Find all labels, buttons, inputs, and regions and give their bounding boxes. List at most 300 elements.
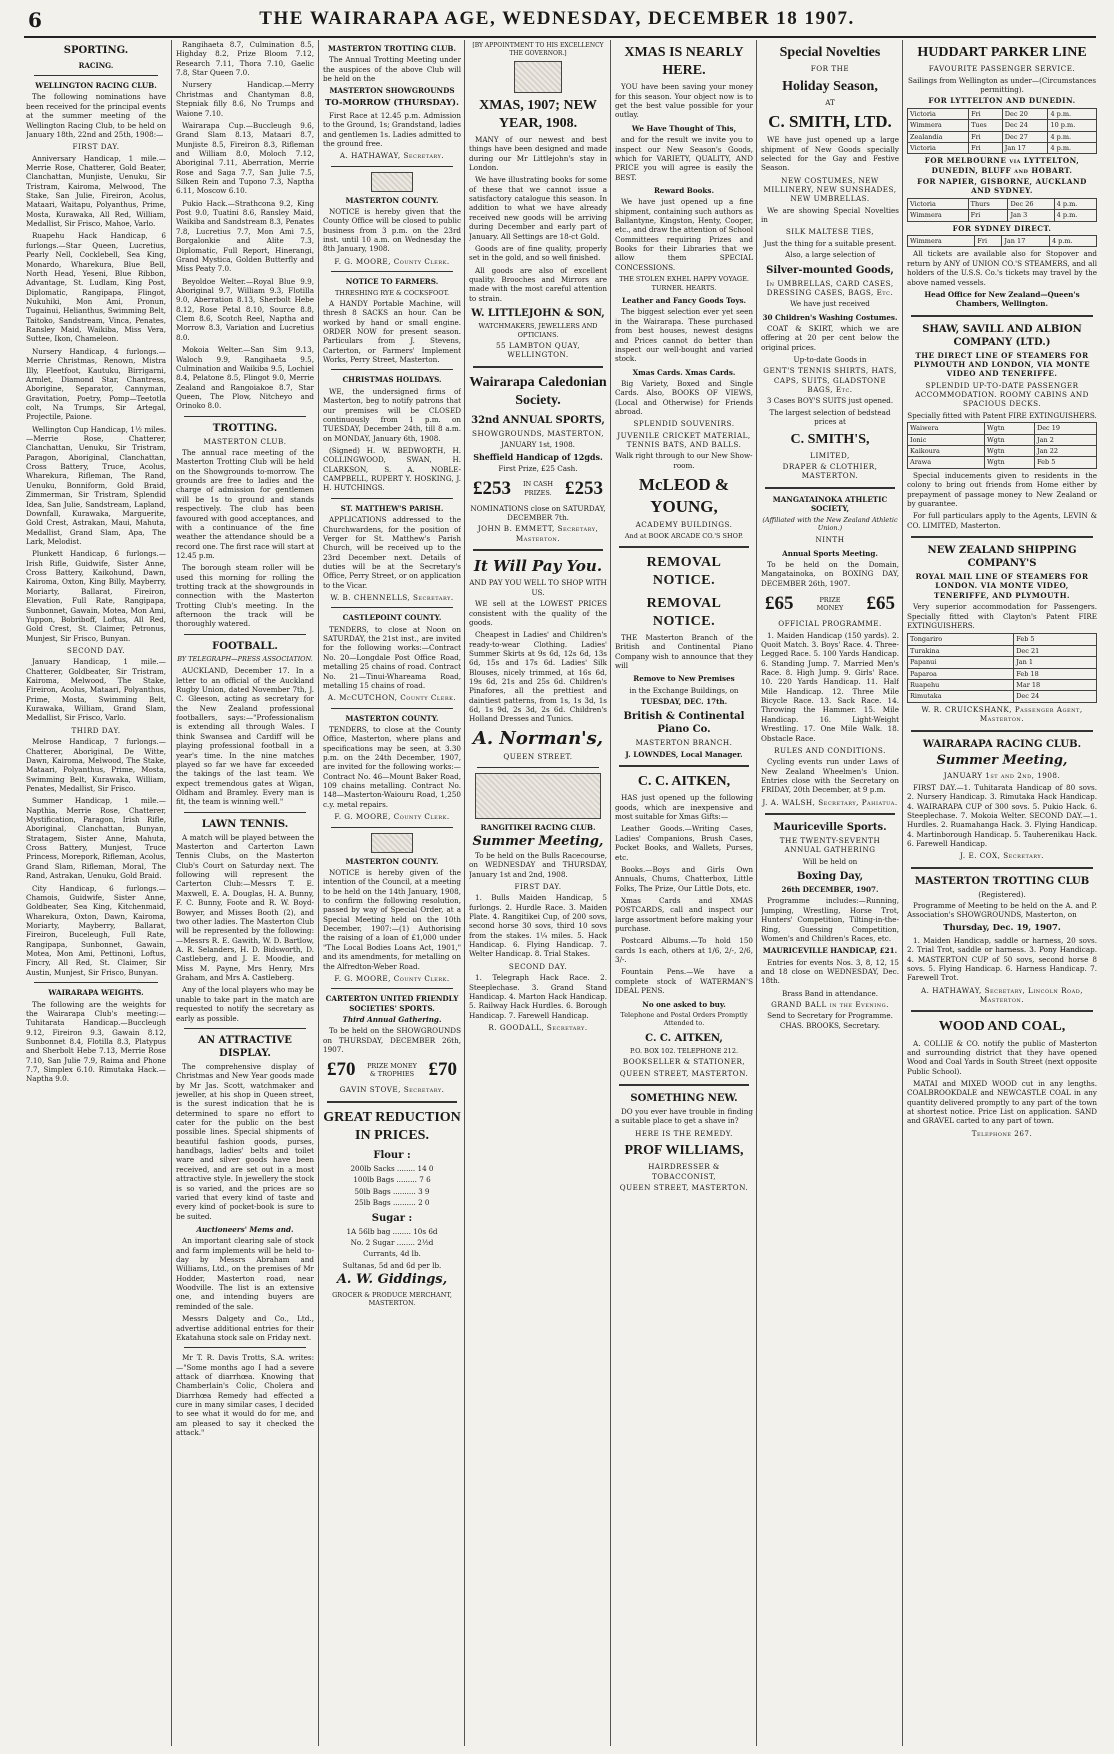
ad-text: To be held on the Bulls Racecourse, on WEDNESDAY and THURSDAY, January 1st and 2nd, 1908. bbox=[469, 850, 607, 879]
price-item: 200lb Sacks ........ 14 0 bbox=[350, 1164, 434, 1174]
ad-text: For full particulars apply to the Agents, LEVIN & CO. LIMITED, Masterton. bbox=[907, 511, 1097, 530]
table-row bbox=[908, 446, 1097, 457]
ad-subheading: 30 Children's Washing Costumes. bbox=[762, 312, 898, 322]
divider bbox=[331, 827, 453, 828]
ad-heading: MASTERTON COUNTY. bbox=[345, 195, 439, 205]
coat-of-arms-image bbox=[371, 172, 413, 192]
race-nominations: Ruapehu Hack Handicap, 6 furlongs.—Star Queen, Lucretius, Pearly Nell, Cocklebell, Sea King, Monardo, Wharekura, Blue Bell, North Head, Yeseni, Blue Ribbon, Advantage, St. Ludlam, King Post, Diplomatic, Rangipapa, Flingot, Nukuhiki, Mon Ami, Pronun, Tugainui, Helianthus, Swimming Belt, Taitoko, Sandstream, Vinca, Penates, Ransley Maid, Waikiba, Miss Vera, Suttee, Ikon, Chameleon. bbox=[26, 231, 166, 344]
ad-signature: (Signed) H. W. BEDWORTH, H. COLLINGWOOD, SWAN, H. CLARKSON, S. A. NOBLE-CAMPBELL, RUPERT Y. HOSKING, J. H. HUTCHINGS. bbox=[323, 445, 461, 493]
ad-text: All goods are also of excellent quality. Brooches and Mirrors are made with the most careful attention to strain. bbox=[469, 265, 607, 303]
divider bbox=[184, 416, 306, 417]
article-text: Nursery Handicap.—Merry Christmas and Chantyman 8.8, Stepniak filly 8.6, No Trumps and Waione 7.10. bbox=[176, 80, 314, 118]
time: 4 p.m. bbox=[1048, 108, 1097, 119]
ad-text: Very superior accommodation for Passengers. Specially fitted with Clayton's Patent FIRE EXTINGUISHERS. bbox=[907, 602, 1097, 630]
ad-text: GENT'S TENNIS SHIRTS, HATS, CAPS, SUITS, GLADSTONE BAGS, Etc. bbox=[763, 366, 897, 395]
ad-text: Sailings from Wellington as under—(Circumstances permitting). bbox=[907, 75, 1097, 94]
divider bbox=[911, 867, 1093, 869]
advertiser-contact: P.O. BOX 102. TELEPHONE 212. bbox=[629, 1046, 739, 1055]
prize-banner bbox=[323, 1057, 461, 1083]
advertiser-address: GROCER & PRODUCE MERCHANT, MASTERTON. bbox=[332, 1290, 452, 1308]
advertiser-address: 55 LAMBTON QUAY, WELLINGTON. bbox=[495, 340, 581, 360]
article-text: The following nominations have been received for the principal events at the summer meeting of the Wellington Racing Club, to be held on January 18th, 22nd and 25th, 1908:— bbox=[26, 92, 166, 139]
ad-text: The biggest selection ever yet seen in the Wairarapa. These purchased from best houses, newest designs and Prices cannot do better than inspect our well-bought and varied stock. bbox=[615, 307, 753, 364]
section-subheading: RACING. bbox=[78, 61, 114, 70]
ship-name: Wimmera bbox=[908, 236, 975, 247]
ad-heading: MANGATAINOKA ATHLETIC SOCIETY, bbox=[772, 494, 888, 514]
ship-name: Tongariro bbox=[908, 634, 1014, 645]
advertiser-subtitle: HAIRDRESSER & TOBACCONIST, bbox=[648, 1162, 720, 1181]
ad-text: Brass Band in attendance. bbox=[782, 988, 878, 998]
table-row bbox=[908, 657, 1097, 668]
advertiser-address: ACADEMY BUILDINGS. bbox=[635, 520, 733, 530]
table-row bbox=[908, 679, 1097, 690]
ad-text: Head Office for New Zealand—Queen's Chambers, Wellington. bbox=[924, 289, 1080, 309]
advertiser-name: C. SMITH, LTD. bbox=[768, 112, 892, 132]
route-heading: FOR SYDNEY DIRECT. bbox=[952, 223, 1052, 233]
ship-name: Papanui bbox=[908, 657, 1014, 668]
ad-text: Cheapest in Ladies' and Children's ready-to-wear Clothing. Ladies' Summer Skirts at 9s 6d, 12s 6d, 13s 6d, 15s and 17s 6d. Ladies' Silk Blouses, nicely trimmed, at 16s 6d, 19s 6d, 21s and 25s 6d. Children's Pinafores, all the prettiest and daintiest patterns, from 1s, 1s 3d, 1s 6d, 1s 9d, 2s 3d, 2s 6d. Children's Holland Dresses and Tunics. bbox=[469, 630, 607, 724]
port: Wgtn bbox=[984, 457, 1034, 468]
ad-text: We have illustrating books for some of these that we cannot issue a satisfactory catalogue this season. In addition to what we have already received new goods will be arriving during December and early part of January. All Settings are 18-ct Gold. bbox=[469, 175, 607, 241]
article-text: Beyoldoe Welter.—Royal Blue 9.9, Aboriginal 9.7, William 9.3, Flotilla 9.0, Aberration 8.13, Sherbolt Hebe 8.12, Rose Petal 8.10, Source 8.8, Clem 8.6, Scotch Reel, Naptha and Morrow 8.3, Variation and Lucretius 8.0. bbox=[176, 276, 314, 342]
section-heading: LAWN TENNIS. bbox=[201, 818, 289, 830]
table-row bbox=[908, 691, 1097, 702]
divider bbox=[473, 366, 603, 368]
ad-text: YOU have been saving your money for this season. Your object now is to get the best value possible for your outlay. bbox=[615, 82, 753, 120]
ad-text: 1. Maiden Handicap, saddle or harness, 20 sovs. 2. Trial Trot, saddle or harness. 3. Pony Handicap. 4. MASTERTON CUP of 50 sovs, second horse 8 sovs. 5. Flying Handicap. 6. Harness Handicap. 7. Farewell Trot. bbox=[907, 935, 1097, 983]
divider bbox=[331, 498, 453, 499]
ad-text: NOMINATIONS close on SATURDAY, DECEMBER 7th. bbox=[470, 503, 606, 522]
ad-heading: Holiday Season, bbox=[782, 78, 878, 94]
advertiser-address: QUEEN STREET, MASTERTON. bbox=[619, 1182, 749, 1192]
ad-signature: R. GOODALL, Secretary. bbox=[488, 1022, 588, 1032]
advertiser-name: A. W. Giddings, bbox=[336, 1272, 448, 1287]
ad-signature: W. B. CHENNELLS, Secretary. bbox=[330, 593, 454, 603]
ship-name: Wimmera bbox=[908, 210, 969, 221]
section-heading: Auctioneers' Mems and. bbox=[196, 1224, 294, 1234]
ad-text: APPLICATIONS addressed to the Churchwardens, for the position of Verger for St. Matthew's Parish Church, will be received up to the 23rd December next. Details of duties will be at the Secretary's Office, Perry Street, or on application to the Vicar. bbox=[323, 515, 461, 590]
time: 4 p.m. bbox=[1054, 210, 1096, 221]
article-text: Rangihaeta 8.7, Culmination 8.5, Highday 8.2, Prize Bloom 7.12, Research 7.11, Thora 7.10, Gaelic 7.8, Star Queen 7.0. bbox=[176, 40, 314, 78]
divider bbox=[331, 988, 453, 989]
ad-text: AT bbox=[825, 97, 835, 107]
ad-subheading: RULES AND CONDITIONS. bbox=[774, 745, 886, 755]
day: Fri bbox=[968, 210, 1008, 221]
race-nominations: City Handicap, 6 furlongs.—Chamois, Guidwife, Sister Anne, Goldbeater, Sea King, Kitchenmaid, Wharekura, Oxton, Dawn, Kairoma, Moriarty, Mayberry, Ballarat, Fireiron, Buceleugh, Full Rate, Rangipapa, Sunbonnet, Gawain, Motea, Mon Ami, Pettinoni, Loftus, Fincry, All Red, St. Claimer, Sir Austin, Munjest, Sir Frisco, Bunyan. bbox=[26, 883, 166, 977]
ad-date: JANUARY 1st, 1908. bbox=[501, 440, 575, 450]
date: Jan 22 bbox=[1035, 446, 1097, 457]
price-item: 25lb Bags .......... 2 0 bbox=[354, 1198, 430, 1208]
advertiser-address: QUEEN STREET, MASTERTON. bbox=[619, 1068, 749, 1078]
day: Tues bbox=[969, 120, 1003, 131]
date: Feb 5 bbox=[1014, 634, 1097, 645]
advertiser-address: MASTERTON BRANCH. bbox=[635, 738, 733, 748]
ad-subheading: Reward Books. bbox=[654, 185, 714, 195]
divider bbox=[184, 1347, 306, 1348]
column-rule bbox=[610, 40, 611, 1746]
route-heading: FOR MELBOURNE via LYTTELTON, DUNEDIN, BLUFF and HOBART. bbox=[924, 156, 1080, 175]
divider bbox=[184, 812, 306, 813]
race-nominations: Wellington Cup Handicap, 1½ miles.—Merrie Rose, Chatterer, Clanchattan, Uenuku, Sir Tristram, Paragon, Aboriginal, Clanchattan, Cross Battery, Truce, Acolus, Wharekura, Rifleman, The Rand, Uenuku, Bonniform, Gold Braid, Zimmerman, Sir Tristram, Splendid Idea, San Julie, Sandstream, Lapland, Downfall, Kurawaka, Marguerite, Gold Crest, Astrakan, Maui, Mahuta, Medallist, Grand Slam, Apa, The Lark, Melodist. bbox=[26, 424, 166, 546]
ad-text: First Prize, £25 Cash. bbox=[498, 464, 578, 474]
article-text: A match will be played between the Masterton and Carterton Lawn Tennis Clubs, on the Masterton Club's Court on Saturday next. The following will represent the Carterton Club:—Messrs T. E. Maxwell, E. A. Douglas, H. A. Bunny, F. C. Bunny, Foote and R. W. Boyd-Bowyer, and Misses Booth (2), and two other ladies. The Masterton Club will be represented by the following:—Messrs R. E. Gawith, W. D. Bartlow, A. R. Selanders, H. D. Bidsworth, D. Castleberg, and J. E. Moodie, and Miss M. Payne, Mrs Henry, Mrs Graham, and Mrs A. Castleberg. bbox=[176, 832, 314, 983]
advertiser-name: C. SMITH'S, bbox=[790, 431, 870, 447]
ship-name: Waiwera bbox=[908, 423, 985, 434]
race-nominations: Plunkett Handicap, 6 furlongs.—Irish Rifle, Guidwife, Sister Anne, Cross Battery, Kaikohund, Dawn, Kairoma, Oxton, King Billy, Mayberry, Moriarty, Ballarat, Fireiron, Elevation, Full Rate, Rangipapa, Sunbonnet, Gawain, Motea, Mon Ami, Yuppon, Bobriboff, Loftus, All Red, Gold Crest, St. Claimer, Petronus, Munjest, Sir Frisco, Bunyan. bbox=[26, 549, 166, 643]
ad-text: Telephone and Postal Orders Promptly Attended to. bbox=[620, 1010, 748, 1028]
advertiser-address: QUEEN STREET. bbox=[503, 752, 573, 762]
dateline: BY TELEGRAPH—PRESS ASSOCIATION. bbox=[177, 654, 313, 663]
prize-amount: £65 bbox=[765, 593, 794, 615]
ad-text: Fountain Pens.—We have a complete stock of WATERMAN'S IDEAL PENS. bbox=[615, 967, 753, 996]
ad-text: WE have just opened up a large shipment of New Goods specially selected for the Gay and Festive Season. bbox=[761, 135, 899, 173]
port: Wgtn bbox=[984, 434, 1034, 445]
price-item: Sultanas, 5d and 6d per lb. bbox=[342, 1260, 442, 1270]
sailing-table bbox=[907, 422, 1097, 469]
race-nominations: Summer Handicap, 1 mile.—Napthia, Merrie Rose, Chatterer, Mystification, Paragon, Irish Rifle, Aboriginal, Clanchattan, Bunyan, Stratagem, Sister Anne, Mahuta, Cross Battery, Munjest, Truce Princess, Morepork, Rifleman, Acolus, Grand Slam, Rifleman, Moral, The Rand, Astrakan, Uenuku, Gold Braid. bbox=[26, 796, 166, 881]
date: Dec 20 bbox=[1002, 108, 1048, 119]
horse-racing-illustration bbox=[475, 773, 601, 819]
section-heading: FOOTBALL. bbox=[212, 640, 278, 652]
article-text: AUCKLAND, December 17. In a letter to an official of the Auckland Rugby Union, dated November 7th, J. C. Gleeson, acting as secretary for the New Zealand professional footballers, says:—"Professionalism is extending all through Wales. I think Swansea and Cardiff will be playing professional football in a year's time. In the nine matches played so far we have far exceeded the takings of the last team. We expect tremendous gates at Wigan, Oldham and Bramley. Every man is fit, the team is winning well." bbox=[176, 666, 314, 807]
day: Fri bbox=[969, 108, 1003, 119]
ad-heading: RANGITIKEI RACING CLUB. bbox=[480, 822, 596, 832]
ad-text: TENDERS, to close at the County Office, Masterton, where plans and specifications may be seen, at 3.30 p.m. on the 24th December, 1907, are invited for the following works:—Contract No. 46—Mount Baker Road, 109 chains metalling. Contract No. 148—Masterton-Waiouru Road, 1,250 c.y. metal repairs. bbox=[323, 724, 461, 809]
article-text: Wairarapa Cup.—Buccleugh 9.6, Grand Slam 8.13, Mataari 8.7, Munjiste 8.5, Fireiron 8.3, Rifleman and William 8.0, Moloch 7.12, Aboriginal 7.11, Aberration, Merrie Rose and Saga 7.7, San Julie 7.5, Silken Rein and Tupono 7.3, Naptha 6.11, Moscow 6.10. bbox=[176, 120, 314, 196]
ad-signature: J. LOWNDES, Local Manager. bbox=[625, 749, 743, 759]
ad-text: MANY of our newest and best things have been designed and made during our Mr Littlejohn's stay in London. bbox=[469, 134, 607, 173]
table-row bbox=[908, 434, 1097, 445]
ad-text: Programme of Meeting to be held on the A. and P. Association's SHOWGROUNDS, Masterton, on bbox=[907, 901, 1097, 920]
divider bbox=[327, 1101, 457, 1103]
column-rule bbox=[464, 40, 465, 1746]
ad-heading-repeat: REMOVAL NOTICE. bbox=[646, 595, 722, 629]
advertiser-name: McLEOD & YOUNG, bbox=[638, 475, 730, 517]
table-row bbox=[908, 198, 1097, 209]
date: Dec 24 bbox=[1014, 691, 1097, 702]
divider bbox=[477, 767, 599, 768]
appointment-line: [BY APPOINTMENT TO HIS EXCELLENCY THE GOVERNOR.] bbox=[472, 42, 604, 57]
day: Fri bbox=[969, 142, 1003, 153]
ad-text: HERE IS THE REMEDY. bbox=[635, 1128, 733, 1138]
column-1 bbox=[26, 40, 166, 1746]
ad-venue: SHOWGROUNDS, MASTERTON, bbox=[472, 429, 604, 439]
table-row bbox=[908, 108, 1097, 119]
ad-signature: A. HATHAWAY, Secretary. bbox=[339, 151, 445, 161]
ad-text: Big Variety, Boxed and Single Cards. Also, BOOKS OF VIEWS, (Local and Otherwise) for Friends abroad. bbox=[615, 378, 753, 417]
advertiser-subtitle: LIMITED, bbox=[810, 450, 850, 460]
prize-banner bbox=[761, 591, 899, 617]
divider bbox=[911, 1010, 1093, 1012]
ad-heading: MASTERTON TROTTING CLUB. bbox=[328, 44, 456, 53]
ship-name: Victoria bbox=[908, 108, 969, 119]
ad-text: We have just received bbox=[790, 299, 870, 309]
ad-heading: REMOVAL NOTICE. bbox=[646, 555, 722, 589]
advertiser-name: A. Norman's, bbox=[472, 727, 604, 749]
column-rule bbox=[318, 40, 319, 1746]
ship-name: Victoria bbox=[908, 198, 969, 209]
table-row bbox=[908, 236, 1097, 247]
ad-text: MATAI and MIXED WOOD cut in any lengths. COALBROOKDALE and NEWCASTLE COAL in any quantity delivered promptly to any part of the town at shortest notice. Price List on application. SAND and GRAVEL carted to any part of town. bbox=[907, 1078, 1097, 1126]
ad-event: Sheffield Handicap of 12gds. bbox=[473, 451, 603, 462]
ad-subheading: 32nd ANNUAL SPORTS, bbox=[471, 415, 605, 427]
ad-text: in the Exchange Buildings, on bbox=[629, 685, 739, 695]
divider bbox=[331, 271, 453, 272]
divider bbox=[34, 75, 158, 76]
ship-name: Wimmera bbox=[908, 120, 969, 131]
ad-heading: GREAT REDUCTION IN PRICES. bbox=[323, 1109, 461, 1143]
date: Mar 18 bbox=[1014, 679, 1097, 690]
ad-text: A. COLLIE & CO. notify the public of Masterton and surrounding district that they have opened Wood and Coal Yards in South Street (next opposite Public School). bbox=[907, 1038, 1097, 1076]
ad-text: NINTH bbox=[815, 535, 845, 545]
ad-text: NOTICE is hereby given that the County Office will be closed to public business from 3 p.m. on the 23rd inst. until 10 a.m. on Wednesday the 8th January, 1908. bbox=[323, 207, 461, 254]
date: Jan 1 bbox=[1014, 657, 1097, 668]
ad-text: Books.—Boys and Girls Own Annuals, Chums, Chatterbox, Little Folks, The Prize, Our Little Dots, etc. bbox=[615, 864, 753, 893]
ad-subheading: Summer Meeting, bbox=[936, 752, 1068, 768]
ad-heading: CARTERTON UNITED FRIENDLY SOCIETIES' SPORTS. bbox=[325, 994, 459, 1013]
ad-text: FOR THE bbox=[810, 64, 850, 74]
prize-banner bbox=[469, 476, 607, 502]
advertiser-name: C. C. AITKEN, bbox=[637, 774, 731, 790]
article-heading: WAIRARAPA WEIGHTS. bbox=[48, 988, 144, 998]
date: Dec 24 bbox=[1002, 120, 1048, 131]
divider bbox=[184, 1028, 306, 1029]
ad-subheading: ROYAL MAIL LINE OF STEAMERS FOR LONDON. VIA MONTE VIDEO, TENERIFFE, AND PLYMOUTH. bbox=[915, 572, 1089, 600]
day: Fri bbox=[969, 131, 1003, 142]
ad-heading: CASTLEPOINT COUNTY. bbox=[342, 613, 442, 623]
ad-heading: MASTERTON COUNTY. bbox=[345, 856, 439, 866]
ad-text: Will be held on bbox=[802, 856, 858, 866]
ad-heading: MASTERTON COUNTY. bbox=[345, 713, 439, 723]
price-item: No. 2 Sugar ........ 2½d bbox=[350, 1237, 434, 1247]
prize-amount: £70 bbox=[327, 1059, 356, 1081]
ad-text: To be held on the Domain, Mangatainoka, on BOXING DAY, DECEMBER 26th, 1907. bbox=[761, 560, 899, 588]
ad-signature: A. McCUTCHON, County Clerk. bbox=[327, 693, 457, 703]
day: Thurs bbox=[968, 198, 1008, 209]
masthead-rule bbox=[24, 36, 1096, 38]
divider bbox=[619, 546, 749, 548]
ad-text: Xmas Cards and XMAS POSTCARDS, call and inspect our large assortment before making your purchase. bbox=[615, 895, 753, 934]
ship-name: Arawa bbox=[908, 457, 985, 468]
ad-heading: NOTICE TO FARMERS. bbox=[345, 277, 439, 287]
divider bbox=[331, 607, 453, 608]
divider bbox=[619, 765, 749, 767]
ad-text: Telephone 267. bbox=[971, 1128, 1033, 1138]
day-heading: SECOND DAY. bbox=[66, 645, 126, 655]
ad-date: TUESDAY, DEC. 17th. bbox=[640, 697, 728, 707]
table-row bbox=[908, 457, 1097, 468]
ad-text: Walk right through to our New Show-room. bbox=[615, 451, 753, 470]
ad-heading: Special Novelties bbox=[779, 45, 881, 60]
ad-subtitle: (Affiliated with the New Zealand Athletic Union.) bbox=[762, 515, 898, 532]
ship-name: Kaikoura bbox=[908, 446, 985, 457]
date: Dec 27 bbox=[1002, 131, 1048, 142]
article-text: The following are the weights for the Wairarapa Club's meeting:—Tuhitarata Handicap.—Buccleugh 9.12, Fireiron 9.3, Gawain 8.12, Sunbonnet 8.4, Flotilla 8.3, Platypus and Sherbolt Hebe 7.13, Merrie Rose 7.10, San Julie 7.9, Raima and Phone 7.7, Simplex 6.10. Rimutaka Hack.—Naptha 9.0. bbox=[26, 999, 166, 1084]
ad-subheading: Silver-mounted Goods, bbox=[766, 264, 894, 276]
article-text: Mr T. R. Davis Trotts, S.A. writes:—"Some months ago I had a severe attack of diarrhœa. Knowing that Chamberlain's Colic, Cholera and Diarrhœa Remedy had effected a cure in many similar cases, I decided to see what it would do for me, and am pleased to say it checked the attack." bbox=[176, 1353, 314, 1438]
ad-heading: Wairarapa Caledonian Society. bbox=[469, 374, 607, 408]
ad-subheading: THE DIRECT LINE OF STEAMERS FOR PLYMOUTH AND LONDON, VIA MONTE VIDEO AND TENERIFFE. bbox=[913, 350, 1091, 379]
port: Wgtn bbox=[984, 423, 1034, 434]
column-4 bbox=[469, 40, 607, 1746]
ad-heading: MASTERTON TROTTING CLUB bbox=[914, 875, 1090, 887]
advertiser-name: British & Continental Piano Co. bbox=[623, 711, 745, 736]
ship-name: Paparoa bbox=[908, 668, 1014, 679]
time: 4 p.m. bbox=[1049, 236, 1096, 247]
price-item: 100lb Bags ......... 7 6 bbox=[353, 1175, 431, 1185]
article-text: Pukio Hack.—Strathcona 9.2, King Post 9.0, Tuatini 8.6, Ransley Maid, Waikiba and Sandstream 8.3, Penates 7.8, Lucretius 7.7, Mon Ami 7.5, Borgalonkie and Alite 7.3, Diplomatic, Full Report, Hinerangi, Grand Mystica, Golden Butterfly and Miss Peaty 7.0. bbox=[176, 198, 314, 274]
ship-name: Ruapehu bbox=[908, 679, 1014, 690]
ad-date: Boxing Day, bbox=[796, 871, 864, 883]
ad-heading: SHAW, SAVILL AND ALBION COMPANY (LTD.) bbox=[922, 323, 1082, 348]
port: Wgtn bbox=[984, 446, 1034, 457]
advertiser-subtitle: WATCHMAKERS, JEWELLERS AND OPTICIANS. bbox=[478, 322, 598, 339]
ad-signature: F. G. MOORE, County Clerk. bbox=[334, 256, 450, 266]
divider bbox=[765, 487, 895, 489]
divider bbox=[331, 708, 453, 709]
ad-subtitle: (Registered). bbox=[978, 889, 1026, 899]
ad-text: JUVENILE CRICKET MATERIAL, TENNIS BATS, AND BALLS. bbox=[617, 430, 751, 450]
ad-text: THE STOLEN EXHEL HAPPY VOYAGE. TURNER. HEARTS. bbox=[619, 275, 749, 292]
route-heading: FOR NAPIER, GISBORNE, AUCKLAND AND SYDNEY. bbox=[917, 177, 1087, 196]
ad-text: Leather Goods.—Writing Cases, Ladies' Companions, Brush Cases, Pocket Books, and Wallets, Purses, etc. bbox=[615, 824, 753, 862]
masthead-title: THE WAIRARAPA AGE, WEDNESDAY, DECEMBER 18 1907. bbox=[259, 8, 855, 29]
ad-signature: JOHN B. EMMETT, Secretary, Masterton. bbox=[477, 524, 599, 543]
ad-signature: Send to Secretary for Programme. CHAS. BROOKS, Secretary. bbox=[767, 1011, 893, 1030]
sailing-table bbox=[907, 198, 1097, 222]
ad-heading: XMAS IS NEARLY HERE. bbox=[624, 45, 744, 79]
ad-heading: NEW ZEALAND SHIPPING COMPANY'S bbox=[927, 545, 1077, 570]
ad-subheading: We Have Thought of This, bbox=[631, 123, 737, 133]
ad-text: Goods are of fine quality, properly set in the gold, and so well finished. bbox=[469, 243, 607, 263]
ad-subheading: THRESHING RYE & COCKSFOOT. bbox=[334, 288, 450, 297]
article-text: The borough steam roller will be used this morning for rolling the trotting track at the showgrounds in connection with the Masterton Trotting Club's meeting. In the afternoon the track will be thoroughly watered. bbox=[176, 563, 314, 629]
ad-date: JANUARY 1st and 2nd, 1908. bbox=[943, 771, 1061, 781]
ad-subheading: Remove to New Premises bbox=[633, 674, 735, 684]
ad-subheading: FAVOURITE PASSENGER SERVICE. bbox=[928, 64, 1076, 74]
advertiser-name: W. LITTLEJOHN & SON, bbox=[471, 308, 605, 320]
ad-text: 1. Maiden Handicap (150 yards). 2. Quoit Match. 3. Boys' Race. 4. Three-Legged Race. 5. 100 Yards Handicap. 6. Standing Jump. 7. Married Men's Race. 8. High Jump. 9. Girls' Race. 10. 220 Yards Handicap. 11. Half Mile Handicap. 12. Three Mile Bicycle Race. 13. Sack Race. 14. Throwing the Hammer. 15. Mile Handicap. 16. Light-Weight Wrestling. 17. One Mile Walk. 18. Obstacle Race. bbox=[761, 630, 899, 743]
day-heading: FIRST DAY. bbox=[72, 142, 120, 152]
ad-subheading: No one asked to buy. bbox=[642, 999, 726, 1009]
table-row bbox=[908, 142, 1097, 153]
ad-text: We are showing Special Novelties in bbox=[761, 205, 899, 225]
price-item: 50lb Bags .......... 3 9 bbox=[354, 1186, 430, 1196]
article-text: Mokoia Welter.—San Sim 9.13, Waloch 9.9, Rangihaeta 9.5, Culmination and Waikiba 9.5, Lochiel 8.4, Pelatone 8.5, Flingot 9.0, Merrie Zealand and Rangoiakoe 8.7, Star Queen, The Plow, Nitcheyo and Orinoko 8.0. bbox=[176, 345, 314, 411]
royal-crest-image bbox=[514, 61, 562, 93]
divider bbox=[911, 536, 1093, 538]
ad-text: SPLENDID UP-TO-DATE PASSENGER ACCOMMODATION. ROOMY CABINS AND SPACIOUS DECKS. bbox=[915, 380, 1089, 409]
ad-subheading: AND PAY YOU WELL TO SHOP WITH US. bbox=[469, 578, 607, 597]
ad-signature: F. G. MOORE, County Clerk. bbox=[334, 812, 450, 822]
ad-signature: J. E. COX, Secretary. bbox=[960, 851, 1044, 861]
prize-label: IN CASH PRIZES. bbox=[522, 480, 554, 497]
divider bbox=[331, 166, 453, 167]
ad-subheading: Sugar : bbox=[371, 1212, 413, 1224]
ad-date: TO-MORROW (THURSDAY). bbox=[324, 97, 459, 108]
ad-text: Entries for events Nos. 3, 8, 12, 15 and 18 close on WEDNESDAY, Dec. 18th. bbox=[761, 957, 899, 986]
article-heading: WELLINGTON RACING CLUB. bbox=[35, 81, 157, 91]
ad-signature: A. HATHAWAY, Secretary, Lincoln Road, Masterton. bbox=[920, 985, 1083, 1004]
ad-subheading: THE TWENTY-SEVENTH ANNUAL GATHERING bbox=[779, 836, 881, 855]
ad-text: NOTICE is hereby given of the intention of the Council, at a meeting to be held on the 14th January, 1908, to confirm the following resolution, passed by way of Special Order, at a Special Meeting held on the 10th December, 1907:—(1) Authorising the raising of a loan of £1,000 under "The Local Bodies Loans Act, 1901," and its amendments, for metalling on the Alfredton-Weber Road. bbox=[323, 867, 461, 971]
ad-heading: WOOD AND COAL, bbox=[938, 1019, 1066, 1035]
ad-text: All tickets are available also for Stopover and return by ANY of UNION CO.'S STEAMERS, and all holders of the U.S.S. Co.'s tickets may travel by the above named vessels. bbox=[907, 249, 1097, 287]
ad-heading: ST. MATTHEW'S PARISH. bbox=[340, 503, 444, 513]
ship-name: Turakina bbox=[908, 645, 1014, 656]
ad-text: We have just opened up a fine shipment, containing such authors as Ballantyne, Kingston, Henty, Cooper, etc., and draw the attention of School Committees requiring Prizes and Books for their Libraries that we allow them SPECIAL CONCESSIONS. bbox=[615, 197, 753, 272]
ad-text: TENDERS, to close at Noon on SATURDAY, the 21st inst., are invited for the following works:—Contract No. 20—Longdale Post Office Road, metalling 25 chains of road. Contract No. 21—Tinui-Whareama Road, metalling 15 chains of road. bbox=[323, 624, 461, 690]
article-text: Messrs Dalgety and Co., Ltd., advertise additional entries for their Ekatahuna stock sale on Friday next. bbox=[176, 1314, 314, 1342]
column-6 bbox=[761, 40, 899, 1746]
table-row bbox=[908, 210, 1097, 221]
advertiser-name: PROF WILLIAMS, bbox=[624, 1143, 744, 1158]
time: 4 p.m. bbox=[1048, 131, 1097, 142]
sailing-table bbox=[907, 108, 1097, 155]
ad-text: Specially fitted with Patent FIRE EXTINGUISHERS. bbox=[907, 410, 1097, 420]
ad-text: In UMBRELLAS, CARD CASES, DRESSING CASES, BAGS, Etc. bbox=[766, 278, 894, 297]
prize-amount: £253 bbox=[565, 477, 603, 499]
table-row bbox=[908, 668, 1097, 679]
sailing-table bbox=[907, 235, 1097, 247]
ad-text: A HANDY Portable Machine, will thresh 8 SACKS an hour. Can be worked by hand or small engine. ORDER NOW for present season. Particulars from J. Stevens, Carterton, or Farmers' Implement Works, Perry Street, Masterton. bbox=[323, 298, 461, 365]
ad-date: 26th DECEMBER, 1907. bbox=[781, 885, 879, 895]
ad-text: The Annual Trotting Meeting under the auspices of the above Club will be held on the bbox=[323, 55, 461, 84]
ship-name: Victoria bbox=[908, 142, 969, 153]
ad-subheading: MAURICEVILLE HANDICAP, £21. bbox=[762, 946, 898, 956]
ad-text: Up-to-date Goods in bbox=[793, 355, 867, 365]
ad-text: To be held on the SHOWGROUNDS on THURSDAY, DECEMBER 26th, 1907. bbox=[323, 1026, 461, 1055]
date: Jan 2 bbox=[1035, 434, 1097, 445]
divider bbox=[619, 1084, 749, 1086]
advertiser-subtitle: BOOKSELLER & STATIONER, bbox=[622, 1057, 746, 1067]
sailing-table bbox=[907, 633, 1097, 703]
race-nominations: January Handicap, 1 mile.—Chatterer, Goldbeater, Sir Tristram, Kairoma, Melwood, The Stake, Fireiron, Acolus, Mataari, Polyanthus, Prime, Mosta, Swimming Belt, Kurawaka, William, Grand Slam, Medallist, Sir Frisco, Varlo. bbox=[26, 657, 166, 723]
ad-signature: J. A. WALSH, Secretary, Pahiatua. bbox=[762, 797, 898, 807]
ad-venue: MASTERTON SHOWGROUNDS bbox=[329, 86, 455, 96]
time: 4 p.m. bbox=[1054, 198, 1096, 209]
table-row bbox=[908, 120, 1097, 131]
ship-name: Rimutaka bbox=[908, 691, 1014, 702]
divider bbox=[911, 315, 1093, 317]
divider bbox=[473, 549, 603, 551]
price-item: 1A 56lb bag ........ 10s 6d bbox=[346, 1226, 438, 1236]
ad-text: First Race at 12.45 p.m. Admission to the Ground, 1s; Grandstand, ladies and gentlemen 1s. Ladies admitted to the ground free. bbox=[323, 110, 461, 148]
day-heading: THIRD DAY. bbox=[71, 725, 121, 735]
ad-text: Special inducements given to residents in the colony to bring out friends from Home either by prepayment of passage money to New Zealand or by guarantee. bbox=[907, 470, 1097, 508]
race-nominations: Nursery Handicap, 4 furlongs.—Merrie Christmas, Renown, Mistra Illy, Fleetfoot, Kautuku, Birrigarni, Armlet, Diamond Star, Chantress, Aborigine, Separator, Cannyman, Gravitation, Poetry, Pomp—Teetotla colt, Na Trumps, Sir Artegal, Projectile, Paione. bbox=[26, 346, 166, 422]
ad-text: SILK MALTESE TIES, bbox=[785, 227, 875, 237]
ad-text: Also, a large selection of bbox=[785, 250, 875, 260]
article-text: Any of the local players who may be unable to take part in the match are requested to notify the secretary as early as possible. bbox=[176, 985, 314, 1023]
divider bbox=[911, 730, 1093, 732]
ad-heading: SOMETHING NEW. bbox=[630, 1092, 738, 1104]
day-heading: FIRST DAY. bbox=[514, 881, 562, 891]
ad-subheading: Annual Sports Meeting. bbox=[782, 548, 878, 558]
divider bbox=[34, 982, 158, 983]
advertiser-name: C. C. AITKEN, bbox=[645, 1032, 723, 1044]
ad-text: WE, the undersigned firms of Masterton, beg to notify patrons that our premises will be CLOSED continuously from 1 p.m. on TUESDAY, December 24th, till 8 a.m. on MONDAY, January 6th, 1908. bbox=[323, 386, 461, 443]
ad-signature: F. G. MOORE, County Clerk. bbox=[334, 973, 450, 983]
date: Jan 3 bbox=[1008, 210, 1054, 221]
ad-signature: W. R. CRUICKSHANK, Passenger Agent, Masterton. bbox=[921, 704, 1083, 724]
ad-text: 1. Bulls Maiden Handicap, 5 furlongs. 2. Hurdle Race. 3. Maiden Plate. 4. Rangitikei Cup, of 200 sovs, second horse 30 sovs, third 10 sovs from the stakes. 1¼ miles. 5. Hack Handicap. 6. Flying Handicap. 7. Welter Handicap. 8. Trial Stakes. bbox=[469, 893, 607, 959]
column-3 bbox=[323, 40, 461, 1746]
ad-text: GRAND BALL in the Evening. bbox=[771, 1000, 889, 1010]
prize-amount: £70 bbox=[428, 1059, 457, 1081]
day: Fri bbox=[975, 236, 1002, 247]
section-heading: AN ATTRACTIVE DISPLAY. bbox=[198, 1034, 292, 1059]
